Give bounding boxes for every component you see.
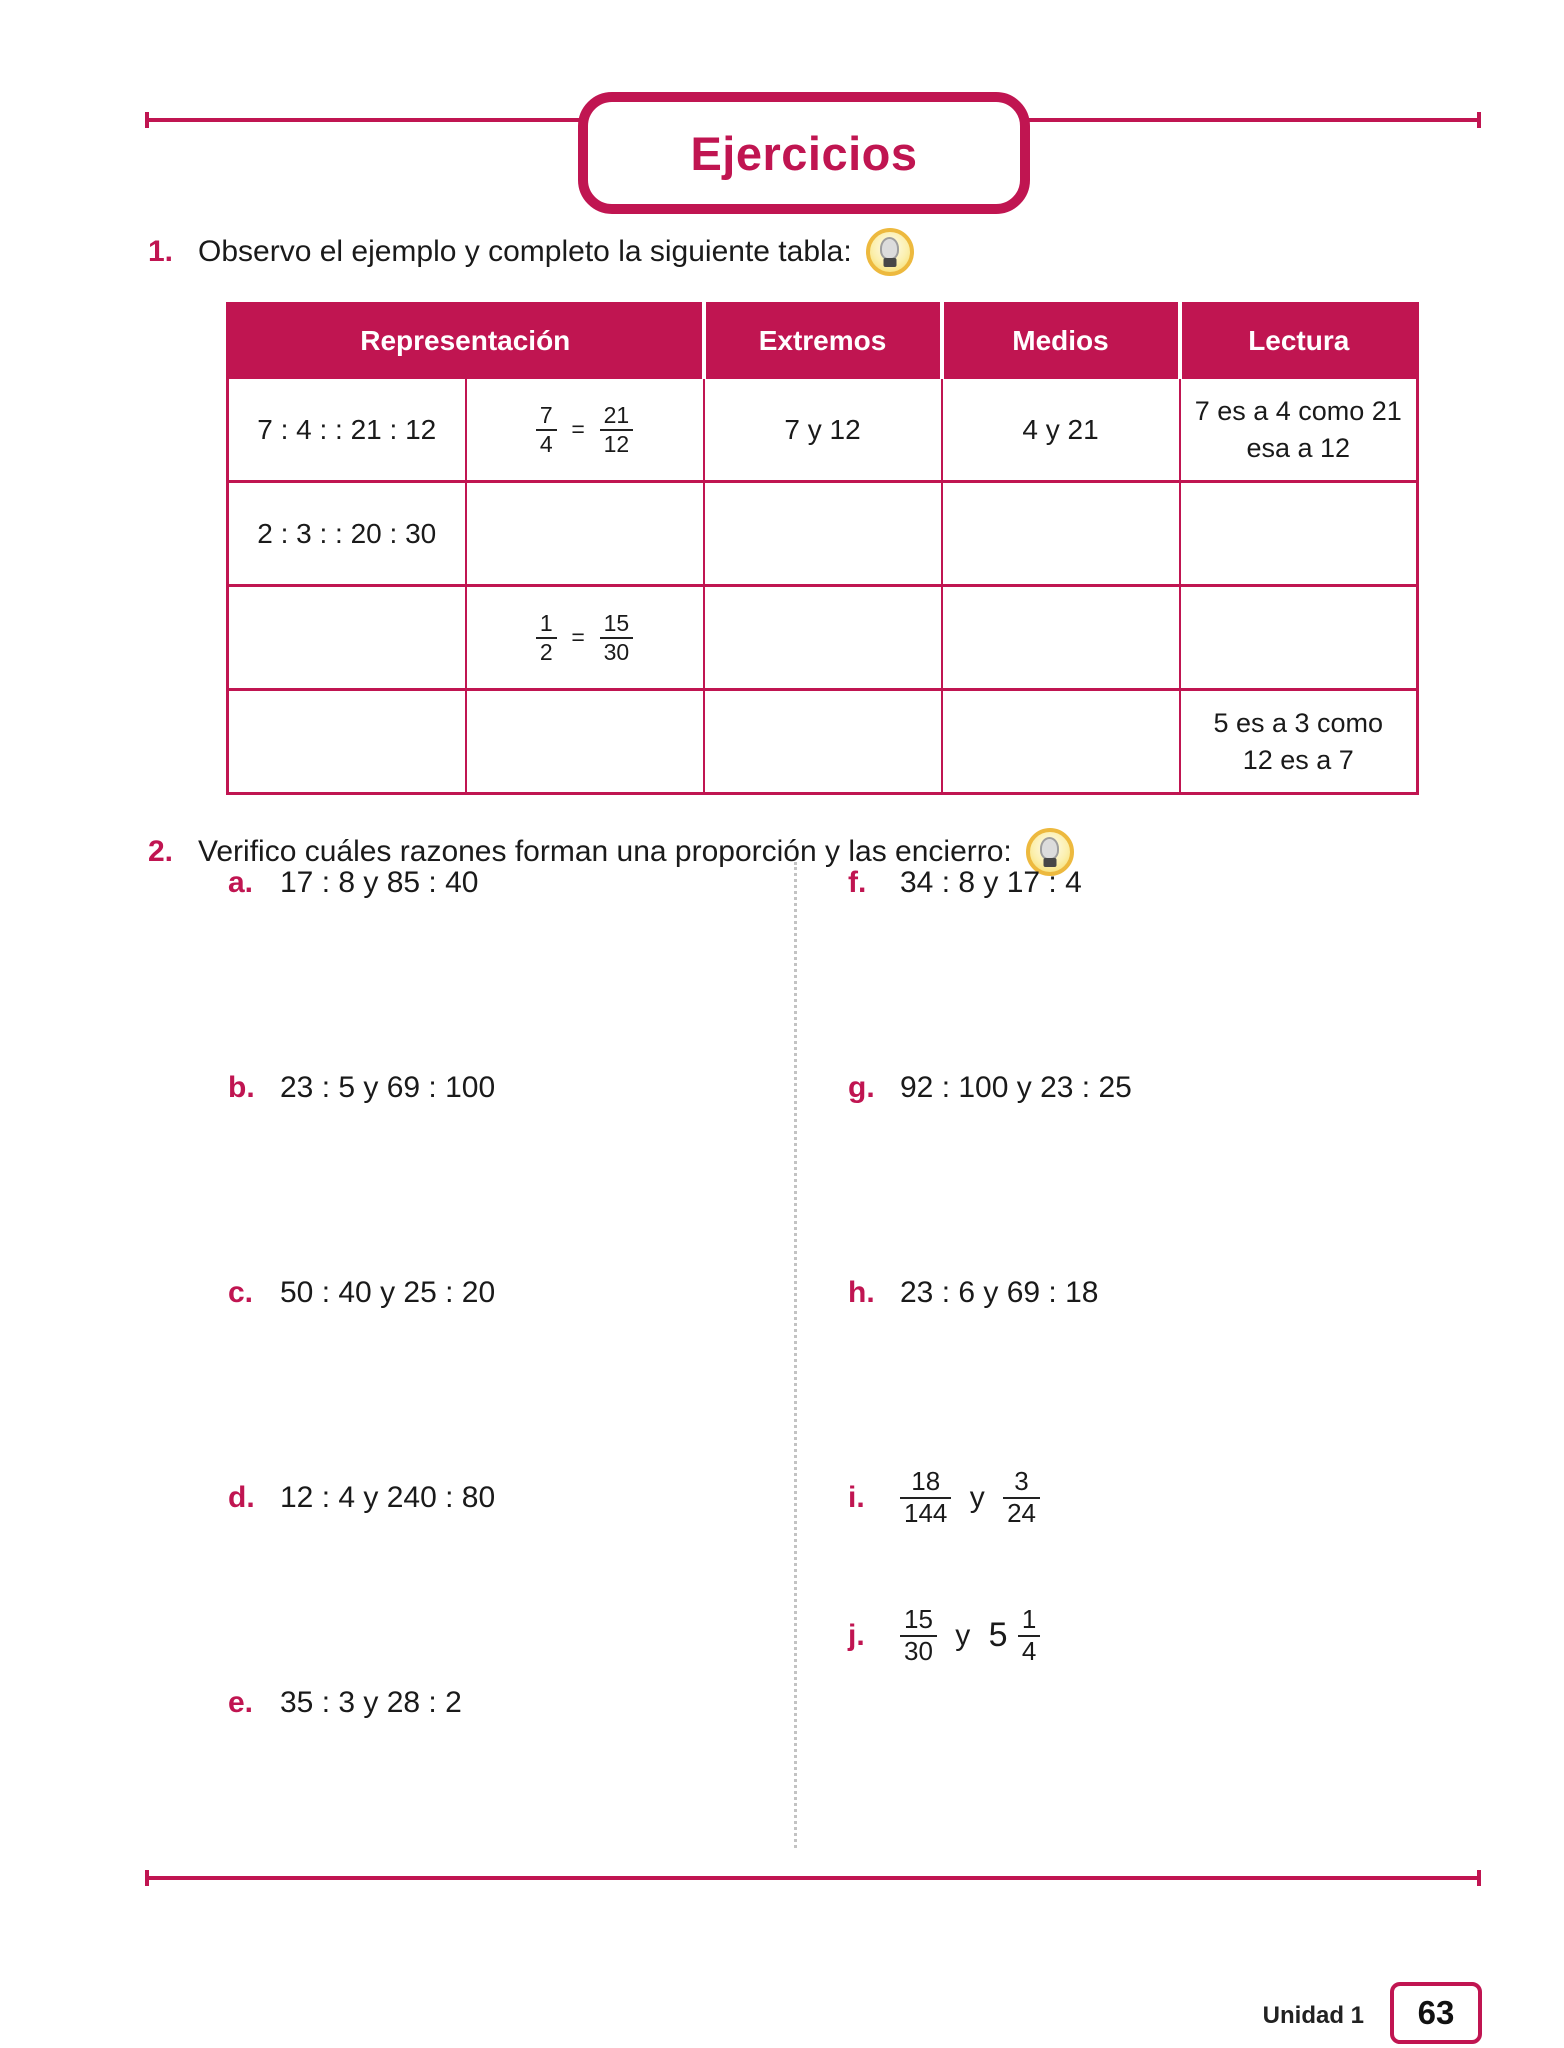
- cell-empty: [942, 586, 1180, 690]
- lightbulb-glass-icon: [880, 237, 899, 260]
- fraction: [1003, 1467, 1040, 1529]
- header-medios: Medios: [942, 304, 1180, 378]
- item-text: 23 : 6 y 69 : 18: [900, 1276, 1099, 1309]
- fraction: [536, 402, 557, 457]
- cell-fraction-equation: [466, 378, 704, 482]
- lectura-line2: 12 es a 7: [1242, 744, 1354, 775]
- table-header-row: [228, 304, 1418, 378]
- footer-unit-label: Unidad 1: [1262, 2002, 1364, 2029]
- cell-empty: [704, 690, 942, 794]
- cell-empty: [1180, 586, 1418, 690]
- item-fractions: [900, 1605, 1040, 1667]
- fraction: [536, 610, 557, 665]
- fraction-denominator: 2: [539, 638, 553, 665]
- list-item-j: [848, 1605, 1132, 1757]
- list-item-d: [228, 1481, 495, 1686]
- list-item-c: [228, 1276, 495, 1481]
- fraction-numerator: 1: [536, 610, 557, 638]
- item-fractions: [900, 1467, 1040, 1529]
- fraction-numerator: 7: [536, 402, 557, 430]
- cell-empty: [704, 586, 942, 690]
- lightbulb-base-icon: [883, 258, 896, 267]
- exercise1-number: 1.: [148, 235, 174, 268]
- lectura-line2: esa a 12: [1246, 432, 1351, 463]
- exercise2-text: Verifico cuáles razones forman una proporción y las encierro:: [198, 835, 1012, 868]
- cell-empty: [466, 482, 704, 586]
- page-title-box: [578, 92, 1030, 214]
- cell-ratio: 2 : 3 : : 20 : 30: [228, 482, 466, 586]
- fraction: [600, 610, 634, 665]
- fraction-denominator: 24: [1007, 1497, 1036, 1528]
- column-divider: [794, 862, 797, 1848]
- fraction-numerator: 21: [600, 402, 634, 430]
- fraction-numerator: 1: [1018, 1605, 1040, 1637]
- fraction-numerator: 3: [1003, 1467, 1040, 1499]
- fraction-denominator: 4: [539, 430, 553, 457]
- cell-fraction-equation: [466, 586, 704, 690]
- fraction-numerator: 15: [600, 610, 634, 638]
- item-text: 12 : 4 y 240 : 80: [280, 1481, 496, 1514]
- item-label: i.: [848, 1480, 865, 1514]
- cell-empty: [228, 690, 466, 794]
- list-item-b: [228, 1071, 495, 1276]
- header-lectura: Lectura: [1180, 304, 1418, 378]
- table-row: [228, 378, 1418, 482]
- lightbulb-glass-icon: [1040, 837, 1059, 860]
- fraction-denominator: 30: [904, 1635, 933, 1666]
- equals-sign: =: [571, 624, 585, 650]
- cell-lectura: [1180, 378, 1418, 482]
- items-column-right: [848, 866, 1132, 1757]
- list-item-g: [848, 1071, 1132, 1276]
- header-extremos: Extremos: [704, 304, 942, 378]
- fraction: [1018, 1605, 1040, 1667]
- fraction-numerator: 18: [900, 1467, 951, 1499]
- fraction-denominator: 144: [904, 1497, 948, 1528]
- item-text: 23 : 5 y 69 : 100: [280, 1071, 496, 1104]
- cell-empty: [704, 482, 942, 586]
- item-text: 34 : 8 y 17 : 4: [900, 866, 1082, 899]
- item-text: 17 : 8 y 85 : 40: [280, 866, 479, 899]
- mixed-number-whole: 5: [988, 1616, 1008, 1655]
- cell-empty: [228, 586, 466, 690]
- exercise2-number: 2.: [148, 835, 174, 868]
- cell-empty: [942, 690, 1180, 794]
- item-label: h.: [848, 1276, 875, 1309]
- item-text: 92 : 100 y 23 : 25: [900, 1071, 1132, 1104]
- item-label: d.: [228, 1481, 255, 1514]
- fraction: [900, 1467, 951, 1529]
- item-label: b.: [228, 1071, 255, 1104]
- list-item-e: [228, 1686, 495, 1891]
- item-label: a.: [228, 866, 254, 899]
- table-row: [228, 690, 1418, 794]
- lectura-line1: 5 es a 3 como: [1213, 708, 1384, 739]
- lightbulb-icon: [866, 228, 914, 276]
- fraction: [900, 1605, 937, 1667]
- item-label: g.: [848, 1071, 875, 1104]
- equals-sign: =: [571, 416, 585, 442]
- fraction-denominator: 12: [603, 430, 630, 457]
- conjunction: y: [955, 1618, 971, 1652]
- item-label: j.: [848, 1618, 865, 1652]
- item-label: c.: [228, 1276, 254, 1309]
- cell-empty: [942, 482, 1180, 586]
- fraction: [600, 402, 634, 457]
- item-label: f.: [848, 866, 867, 899]
- cell-extremos: 7 y 12: [704, 378, 942, 482]
- page-number-box: [1390, 1982, 1482, 2044]
- cell-medios: 4 y 21: [942, 378, 1180, 482]
- item-label: e.: [228, 1686, 254, 1719]
- fraction-denominator: 4: [1021, 1635, 1037, 1666]
- exercise1-heading: [148, 228, 914, 276]
- lectura-line1: 7 es a 4 como 21: [1194, 396, 1402, 427]
- header-representacion: Representación: [228, 304, 704, 378]
- page-title: Ejercicios: [690, 126, 918, 180]
- exercise1-text: Observo el ejemplo y completo la siguiente tabla:: [198, 235, 852, 268]
- page-number: 63: [1417, 1994, 1455, 2031]
- cell-lectura: [1180, 690, 1418, 794]
- table-row: [228, 586, 1418, 690]
- list-item-f: [848, 866, 1132, 1071]
- cell-empty: [466, 690, 704, 794]
- fraction-denominator: 30: [603, 638, 630, 665]
- conjunction: y: [969, 1480, 985, 1514]
- item-text: 50 : 40 y 25 : 20: [280, 1276, 496, 1309]
- cell-empty: [1180, 482, 1418, 586]
- proportion-table: [226, 302, 1419, 795]
- table-row: [228, 482, 1418, 586]
- item-text: 35 : 3 y 28 : 2: [280, 1686, 462, 1719]
- bottom-rule: [145, 1876, 1481, 1880]
- list-item-a: [228, 866, 495, 1071]
- items-column-left: [228, 866, 495, 1891]
- cell-ratio: 7 : 4 : : 21 : 12: [228, 378, 466, 482]
- list-item-i: [848, 1467, 1132, 1619]
- fraction-numerator: 15: [900, 1605, 937, 1637]
- list-item-h: [848, 1276, 1132, 1481]
